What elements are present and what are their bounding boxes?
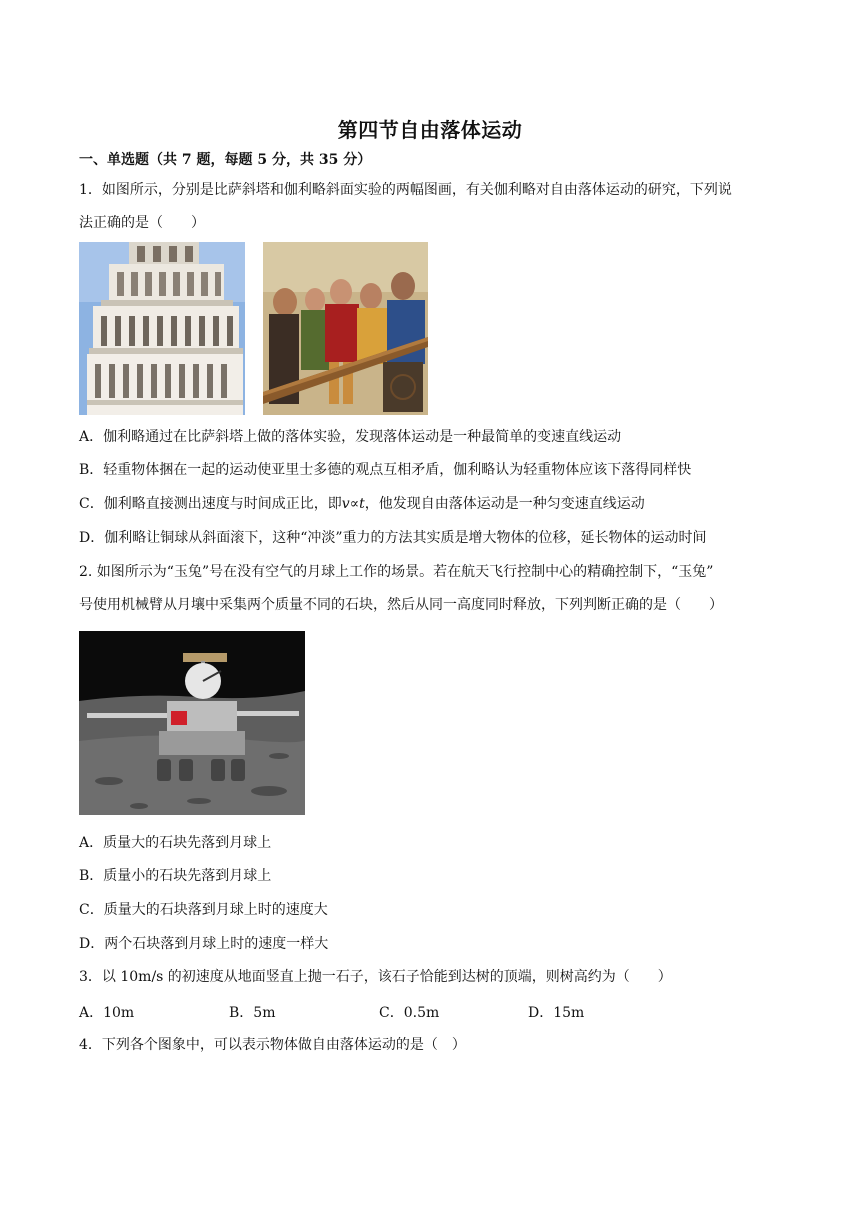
q2-option-a: A．质量大的石块先落到月球上 bbox=[79, 835, 272, 851]
q1-option-d: D．伽利略让铜球从斜面滚下，这种“冲淡”重力的方法其实质是增大物体的位移，延长物体的运动时间 bbox=[79, 530, 707, 546]
q2-option-d: D．两个石块落到月球上时的速度一样大 bbox=[79, 936, 329, 952]
q1-option-b: B．轻重物体捆在一起的运动使亚里士多德的观点互相矛盾，伽利略认为轻重物体应该下落得同样快 bbox=[79, 462, 692, 478]
q2-option-c: C．质量大的石块落到月球上时的速度大 bbox=[79, 902, 328, 918]
q3-option-b: B．5m bbox=[229, 1005, 276, 1021]
section-heading: 一、单选题（共 7 题，每题 5 分，共 35 分） bbox=[79, 152, 372, 168]
galileo-painting-image bbox=[263, 242, 428, 415]
q3-option-a: A．10m bbox=[79, 1005, 135, 1021]
q3-option-d: D．15m bbox=[528, 1005, 585, 1021]
q1-option-c bbox=[79, 494, 645, 514]
q1-option-a: A．伽利略通过在比萨斜塔上做的落体实验，发现落体运动是一种最简单的变速直线运动 bbox=[79, 429, 622, 445]
q1-option-c-text-pre: C．伽利略直接测出速度与时间成正比，即 bbox=[79, 496, 342, 512]
formula-t: t bbox=[359, 496, 365, 512]
q1-option-c-text-post: ，他发现自由落体运动是一种匀变速直线运动 bbox=[364, 496, 645, 512]
q1-stem-line1: 1．如图所示，分别是比萨斜塔和伽利略斜面实验的两幅图画，有关伽利略对自由落体运动的研究，下列说 bbox=[79, 182, 732, 198]
pisa-tower-image bbox=[79, 242, 245, 415]
q2-stem-line2: 号使用机械臂从月壤中采集两个质量不同的石块，然后从同一高度同时释放，下列判断正确的是（ ） bbox=[79, 597, 723, 613]
page-title: 第四节自由落体运动 bbox=[337, 118, 523, 142]
yutu-rover-image bbox=[79, 631, 305, 815]
q2-option-b: B．质量小的石块先落到月球上 bbox=[79, 868, 272, 884]
q4-stem: 4．下列各个图象中，可以表示物体做自由落体运动的是（ ） bbox=[79, 1037, 466, 1053]
q3-option-c: C．0.5m bbox=[379, 1005, 440, 1021]
q3-options bbox=[79, 1002, 779, 1022]
formula-v: v bbox=[341, 496, 350, 512]
q3-stem: 3．以 10m/s 的初速度从地面竖直上抛一石子，该石子恰能到达树的顶端，则树高约为（ ） bbox=[79, 969, 672, 985]
q1-stem-line2: 法正确的是（ ） bbox=[79, 215, 205, 231]
formula-proportional: ∝ bbox=[349, 496, 360, 512]
q2-stem-line1: 2. 如图所示为“玉兔”号在没有空气的月球上工作的场景。若在航天飞行控制中心的精确控制下，“玉兔” bbox=[79, 564, 714, 580]
